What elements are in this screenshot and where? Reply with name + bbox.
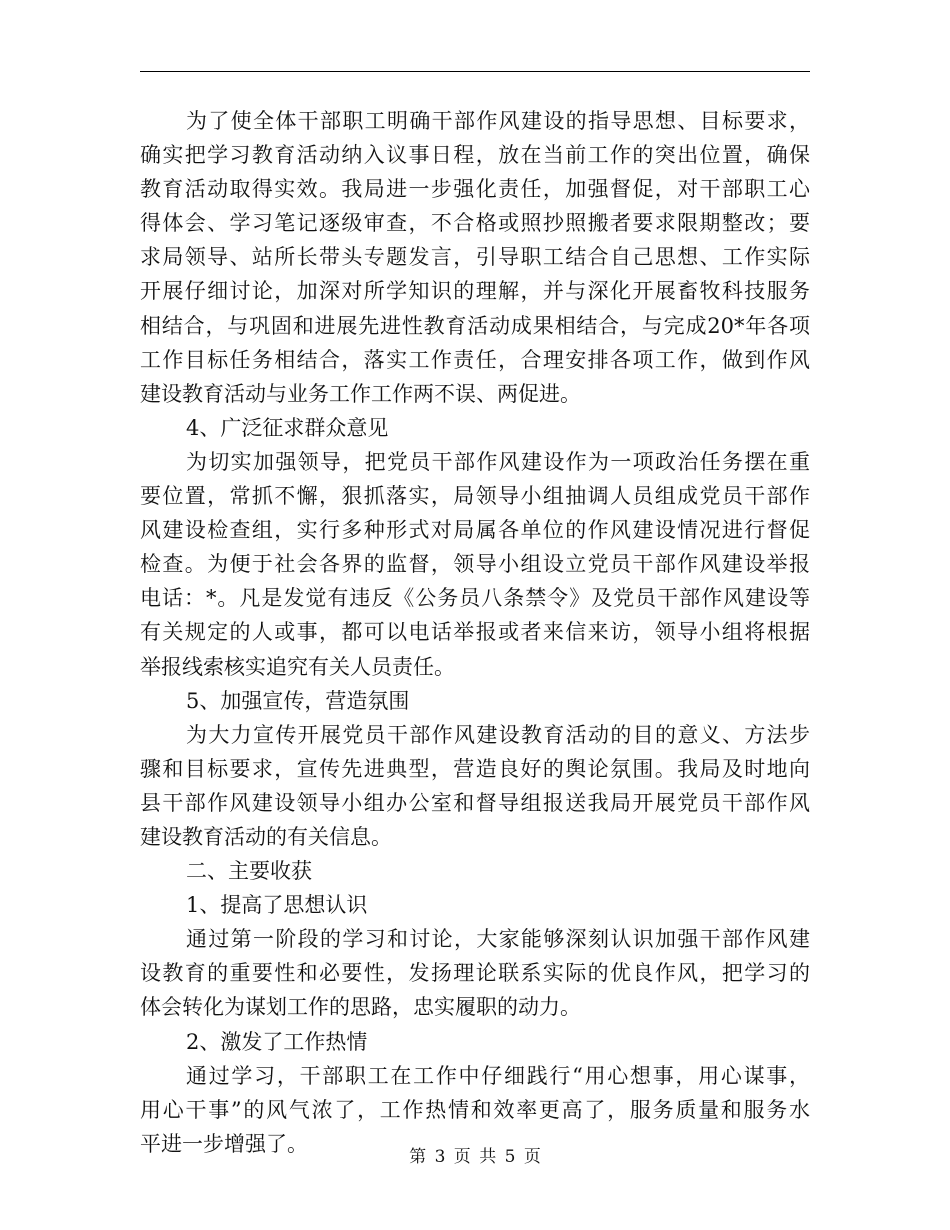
text-line: 为了使全体干部职工明确干部作风建设的指导思想、目标要求， (186, 109, 810, 133)
text-line: 检查。为便于社会各界的监督，领导小组设立党员干部作风建设举报 (140, 552, 810, 577)
text-line: 有关规定的人或事，都可以电话举报或者来信来访，领导小组将根据 (140, 620, 810, 645)
header-rule (140, 71, 810, 72)
text-line: 1、提高了思想认识 (186, 893, 368, 918)
text-line: 通过学习，干部职工在工作中仔细践行“用心想事，用心谋事， (186, 1063, 810, 1088)
text-line: 体会转化为谋划工作的思路，忠实履职的动力。 (140, 995, 581, 1020)
text-line: 相结合，与巩固和进展先进性教育活动成果相结合，与完成20*年各项 (140, 313, 810, 338)
page-number: 第 3 页 共 5 页 (409, 1147, 541, 1167)
text-line: 2、激发了工作热情 (186, 1029, 368, 1054)
text-line: 为切实加强领导，把党员干部作风建设作为一项政治任务摆在重 (186, 449, 810, 474)
text-line: 二、主要收获 (186, 859, 312, 884)
text-line: 开展仔细讨论，加深对所学知识的理解，并与深化开展畜牧科技服务 (140, 279, 810, 304)
text-line: 县干部作风建设领导小组办公室和督导组报送我局开展党员干部作风 (140, 790, 810, 815)
text-line: 建设教育活动的有关信息。 (140, 824, 392, 849)
text-line: 教育活动取得实效。我局进一步强化责任，加强督促，对干部职工心 (140, 177, 810, 202)
text-line: 风建设检查组，实行多种形式对局属各单位的作风建设情况进行督促 (140, 518, 810, 543)
document-body (140, 104, 810, 1161)
text-line: 求局领导、站所长带头专题发言，引导职工结合自己思想、工作实际 (140, 245, 810, 270)
text-line: 建设教育活动与业务工作工作两不误、两促进。 (140, 381, 581, 406)
text-line: 电话：*。凡是发觉有违反《公务员八条禁令》及党员干部作风建设等 (140, 586, 810, 611)
text-line: 工作目标任务相结合，落实工作责任，合理安排各项工作，做到作风 (140, 347, 810, 372)
text-line: 通过第一阶段的学习和讨论，大家能够深刻认识加强干部作风建 (186, 927, 810, 952)
text-line: 举报线索核实追究有关人员责任。 (140, 654, 455, 679)
text-line: 要位置，常抓不懈，狠抓落实，局领导小组抽调人员组成党员干部作 (140, 484, 810, 509)
text-line: 用心干事”的风气浓了，工作热情和效率更高了，服务质量和服务水 (140, 1097, 810, 1122)
text-line: 为大力宣传开展党员干部作风建设教育活动的目的意义、方法步 (186, 722, 810, 747)
text-line: 确实把学习教育活动纳入议事日程，放在当前工作的突出位置，确保 (140, 143, 810, 168)
text-line: 平进一步增强了。 (140, 1131, 308, 1156)
text-line: 5、加强宣传，营造氛围 (186, 688, 410, 713)
text-line: 骤和目标要求，宣传先进典型，营造良好的舆论氛围。我局及时地向 (140, 756, 810, 781)
text-line: 得体会、学习笔记逐级审查，不合格或照抄照搬者要求限期整改；要 (140, 211, 810, 236)
text-line: 4、广泛征求群众意见 (186, 415, 389, 440)
text-line: 设教育的重要性和必要性，发扬理论联系实际的优良作风，把学习的 (140, 961, 810, 986)
